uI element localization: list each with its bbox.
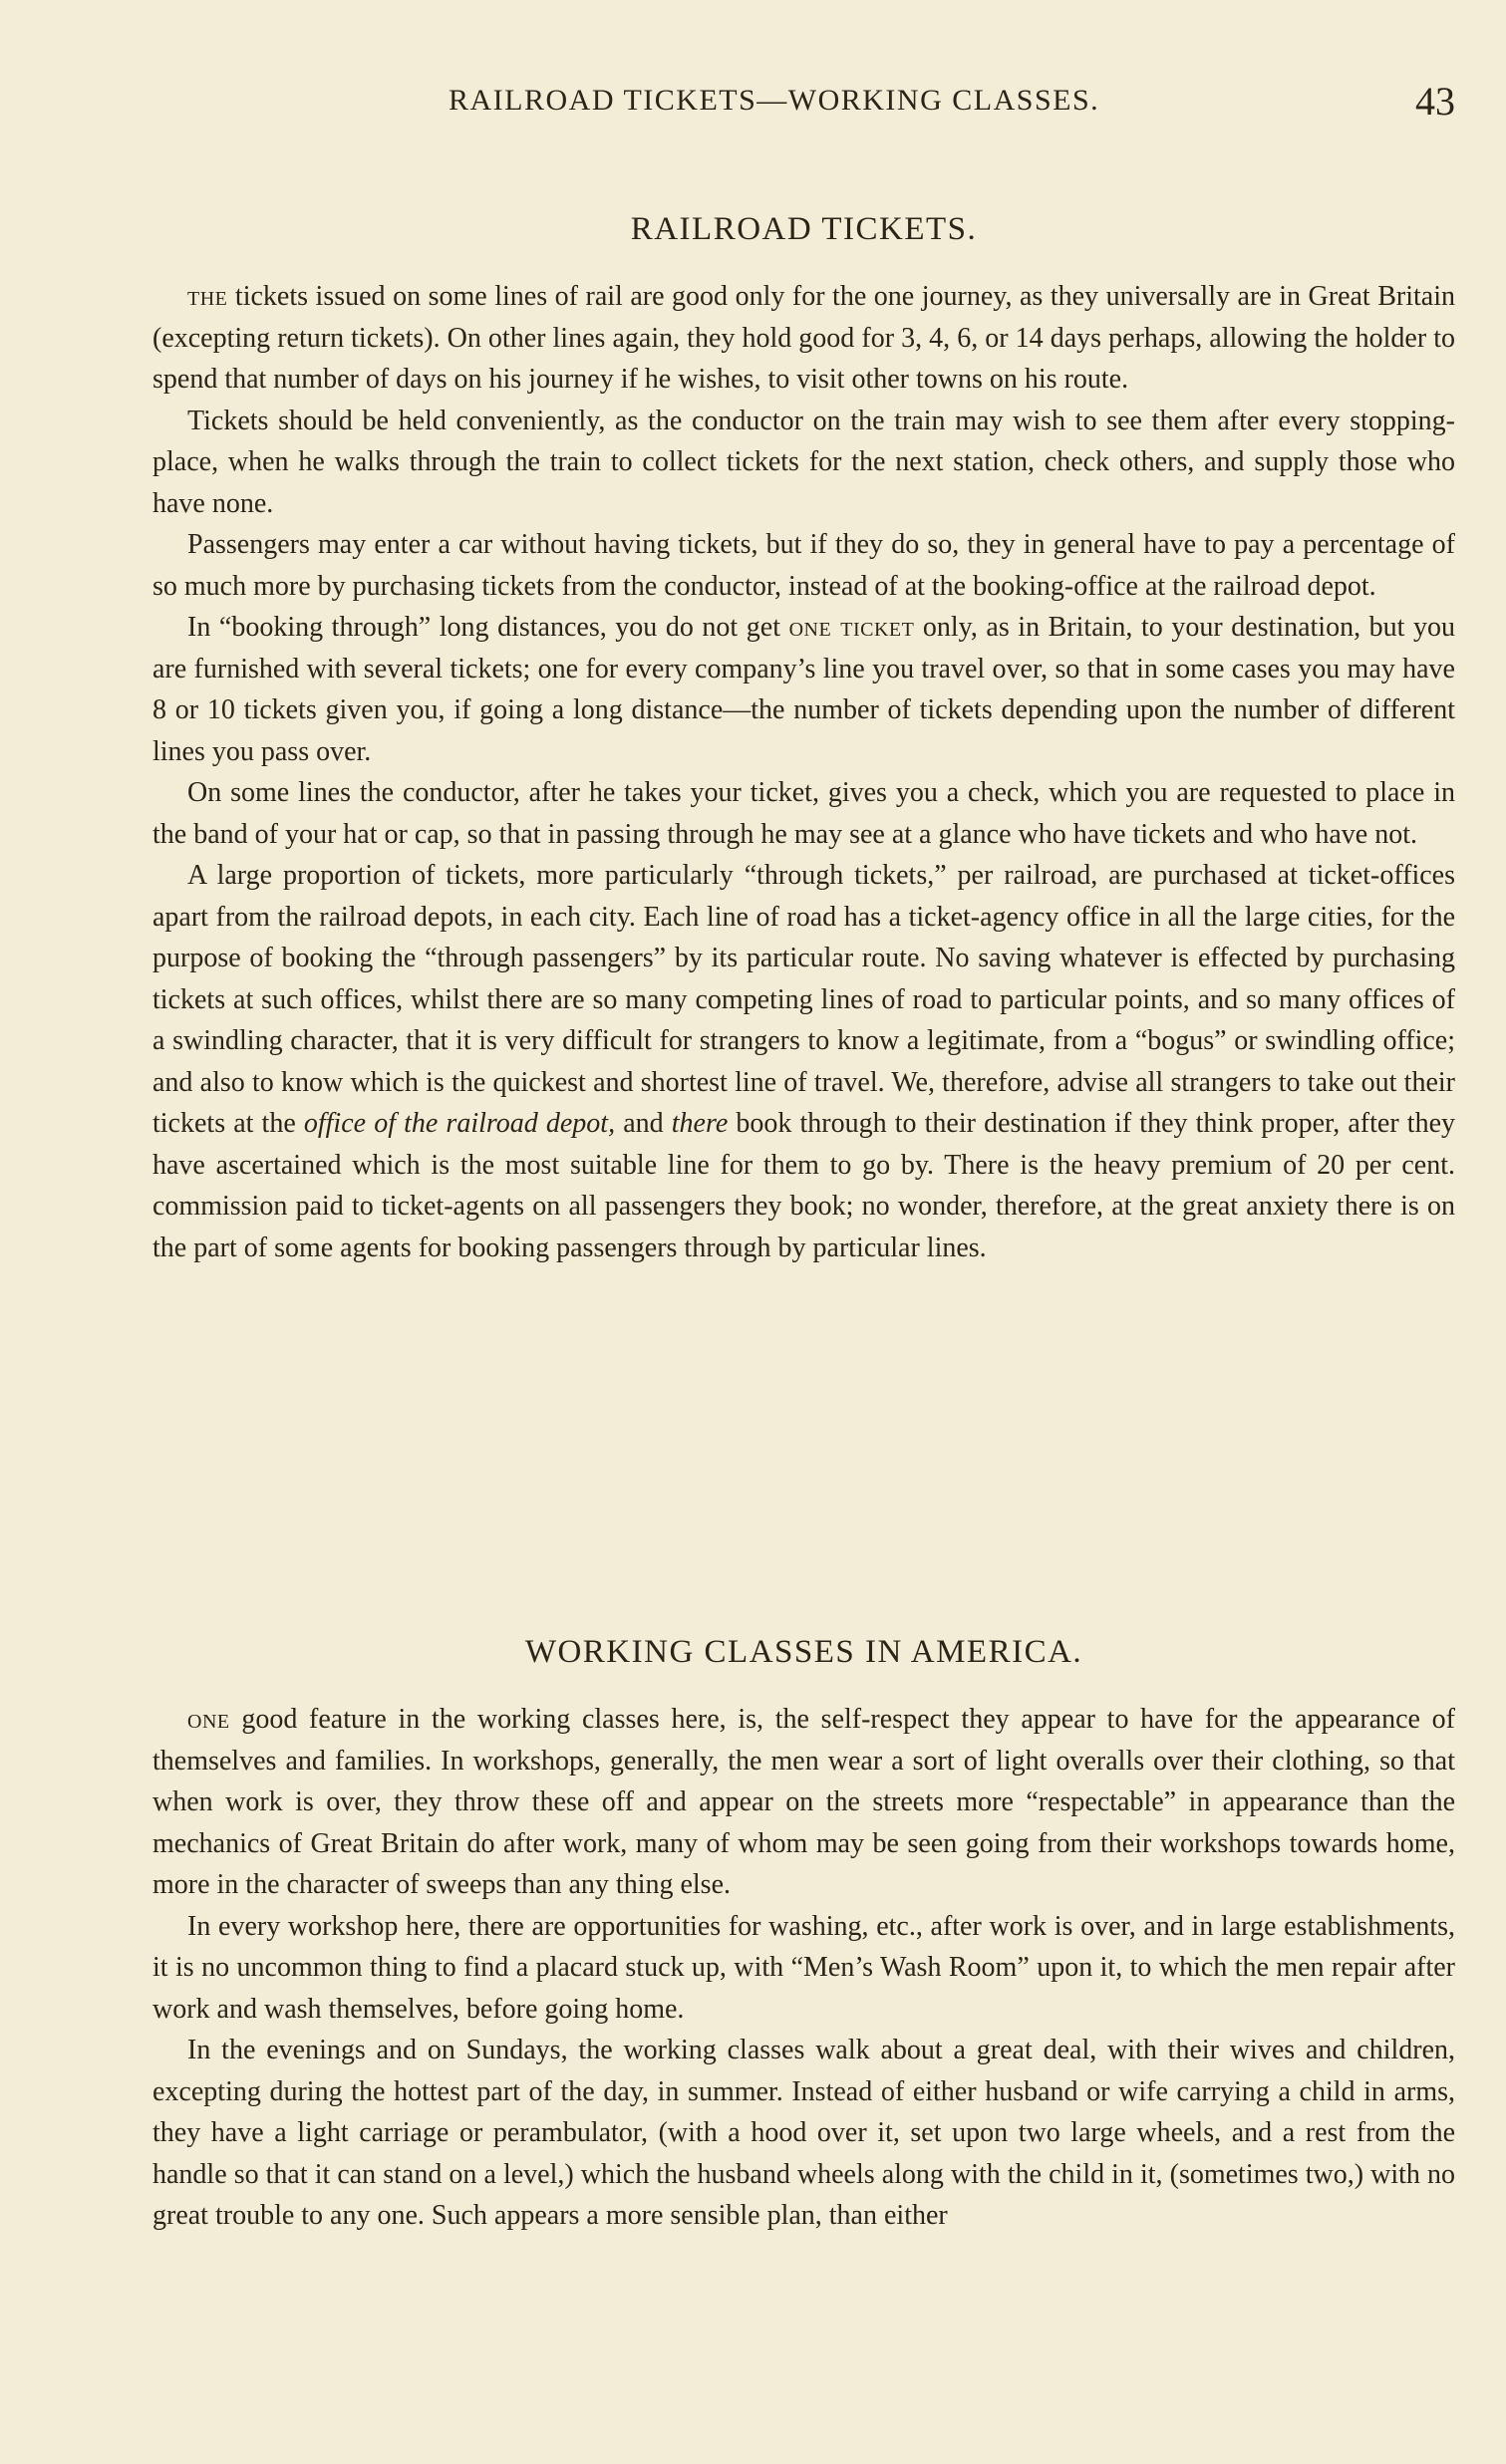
small-caps-phrase: one ticket	[788, 612, 915, 643]
paragraph-text: only, as in Britain, to your destination, but you are furnished with several tickets; one for every company’s line you travel over, so that in some cases you may have 8 or 10 tickets given you, if going a long distance—the number of tickets depending upon the number of different lines you pass over.	[152, 612, 1455, 767]
section-title: WORKING CLASSES IN AMERICA.	[524, 1634, 1083, 1670]
paragraph	[152, 276, 1455, 401]
paragraph: On some lines the conductor, after he takes your ticket, gives you a check, which you are requested to place in the band of your hat or cap, so that in passing through he may see at a glance who have tickets and who have not.	[152, 777, 1455, 850]
running-title: RAILROAD TICKETS—WORKING CLASSES.	[449, 84, 1100, 117]
section-title: RAILROAD TICKETS.	[630, 211, 978, 247]
italic-phrase: there	[671, 1108, 729, 1139]
paragraph: In the evenings and on Sundays, the working classes walk about a great deal, with their wives and children, excepting during the hottest part of the day, in summer. Instead of either husband or wife carrying a child in arms, they have a light carriage or perambulator, (with a hood over it, set upon two large wheels, and a rest from the handle so that it can stand on a level,) which the husband wheels along with the child in it, (sometimes two,) with no great trouble to any one. Such appears a more sensible plan, than either	[152, 2035, 1455, 2231]
page-number: 43	[1415, 79, 1455, 124]
paragraph-text: good feature in the working classes here, is, the self-respect they appear to have for the appearance of themselves and families. In workshops, generally, the men wear a sort of light overalls over their clothing, so that when work is over, they throw these off and appear on the streets more “respectable” in appearance than the mechanics of Great Britain do after work, many of whom may be seen going from their workshops towards home, more in the character of sweeps than any thing else.	[152, 1704, 1455, 1900]
paragraph	[152, 855, 1455, 1268]
italic-phrase: office of the railroad depot,	[303, 1108, 616, 1139]
paragraph-text: and	[615, 1108, 672, 1139]
paragraph: In every workshop here, there are opportunities for washing, etc., after work is over, and in large establishments, it is no uncommon thing to find a placard stuck up, with “Men’s Wash Room” upon it, to which the men repair after work and wash themselves, before going home.	[152, 1910, 1455, 2025]
paragraph	[152, 1699, 1455, 1906]
paragraph-text: tickets issued on some lines of rail are good only for the one journey, as they universally are in Great Britain (excepting return tickets). On other lines again, they hold good for 3, 4, 6, or 14 days perhaps, allowing the holder to spend that number of days on his journey if he wishes, to visit other towns on his route.	[152, 281, 1455, 395]
paragraph: Tickets should be held conveniently, as the conductor on the train may wish to see them after every stopping-place, when he walks through the train to collect tickets for the next station, check others, and supply those who have none.	[152, 405, 1455, 519]
section-working-classes	[152, 1634, 1455, 2237]
paragraph-text: book through to their destination if they think proper, after they have ascertained which is the most suitable line for them to go by. There is the heavy premium of 20 per cent. commission paid to ticket-agents on all passengers they book; no wonder, therefore, at the great anxiety there is on the part of some agents for booking passengers through by particular lines.	[152, 1108, 1455, 1263]
paragraph-text: A large proportion of tickets, more particularly “through tickets,” per railroad, are purchased at ticket-offices apart from the railroad depots, in each city. Each line of road has a ticket-agency office in all the large cities, for the purpose of booking the “through passengers” by its particular route. No saving whatever is effected by purchasing tickets at such offices, whilst there are so many competing lines of road to particular points, and so many offices of a swindling character, that it is very difficult for strangers to know a legitimate, from a “bogus” or swindling office; and also to know which is the quickest and shortest line of travel. We, therefore, advise all strangers to take out their tickets at the	[152, 860, 1455, 1139]
paragraph	[152, 607, 1455, 772]
lead-word: one	[187, 1704, 230, 1735]
lead-word: the	[187, 281, 228, 312]
section-railroad-tickets	[152, 211, 1455, 1268]
paragraph-text: In “booking through” long distances, you do not get	[187, 612, 789, 643]
paragraph: Passengers may enter a car without having tickets, but if they do so, they in general have to pay a percentage of so much more by purchasing tickets from the conductor, instead of at the booking-office at the railroad depot.	[152, 529, 1455, 602]
running-head	[150, 78, 1455, 137]
